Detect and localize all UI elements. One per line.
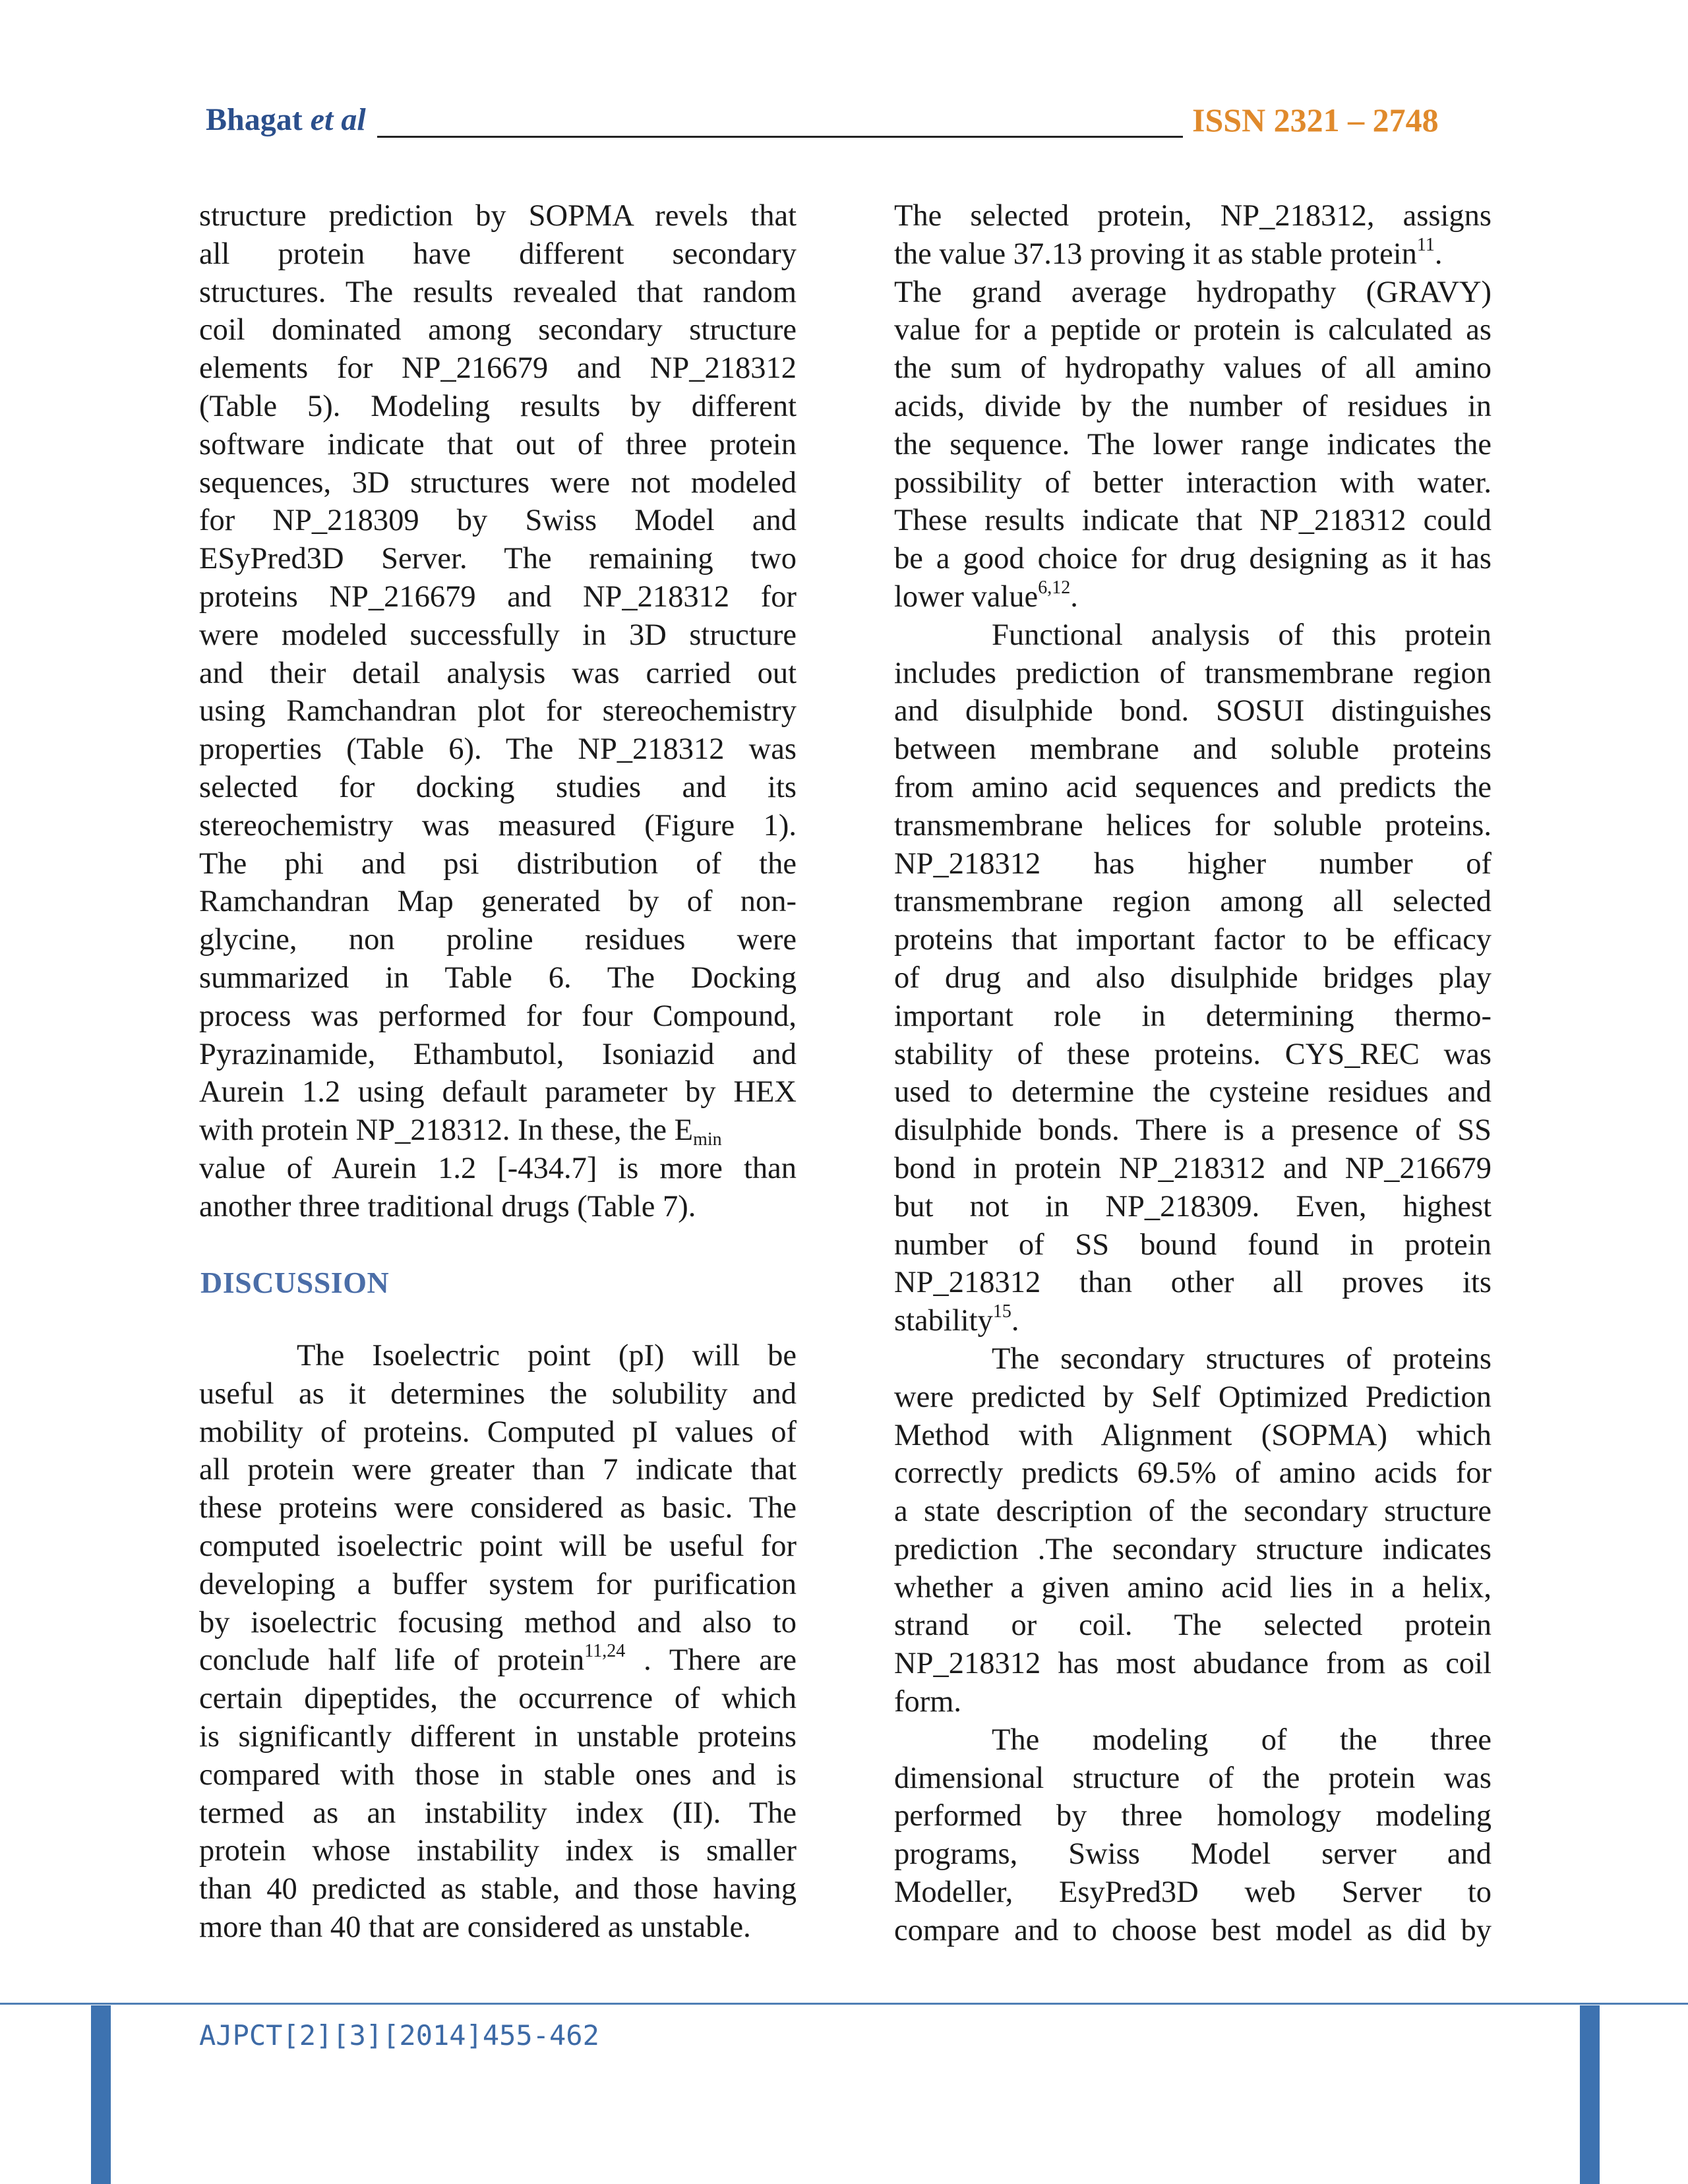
text-line: coil dominated among secondary structure (199, 313, 797, 347)
text-fragment: with protein NP_218312. In these, the E (199, 1113, 694, 1148)
text-line: The selected protein, NP_218312, assigns (894, 199, 1492, 233)
footer-bar-left (91, 2005, 111, 2184)
text-line: Pyrazinamide, Ethambutol, Isoniazid and (199, 1037, 797, 1071)
text-line: transmembrane helices for soluble proteins. (894, 808, 1492, 842)
text-line: mobility of proteins. Computed pI values of (199, 1415, 797, 1449)
text-line: and disulphide bond. SOSUI distinguishes (894, 694, 1492, 728)
text-line: computed isoelectric point will be useful for (199, 1529, 797, 1563)
text-fragment: the value 37.13 proving it as stable protein (894, 237, 1417, 271)
text-line: Modeller, EsyPred3D web Server to (894, 1875, 1492, 1910)
subscript: min (693, 1129, 722, 1150)
text-line: between membrane and soluble proteins (894, 732, 1492, 767)
header-issn: ISSN 2321 – 2748 (1192, 102, 1439, 138)
text-line: structure prediction by SOPMA revels that (199, 199, 797, 233)
text-line: bond in protein NP_218312 and NP_216679 (894, 1151, 1492, 1185)
header-rule (377, 136, 1183, 138)
text-line: glycine, non proline residues were (199, 923, 797, 957)
header-author (206, 96, 366, 144)
text-line: for NP_218309 by Swiss Model and (199, 504, 797, 538)
text-line: a state description of the secondary structure (894, 1494, 1492, 1529)
text-line: performed by three homology modeling (894, 1799, 1492, 1833)
text-line: Aurein 1.2 using default parameter by HEX (199, 1075, 797, 1109)
citation-superscript: 6,12 (1038, 577, 1071, 598)
text-line: NP_218312 has most abudance from as coil (894, 1647, 1492, 1681)
text-line: stereochemistry was measured (Figure 1). (199, 808, 797, 842)
text-line: Ramchandran Map generated by of non- (199, 885, 797, 919)
text-line: sequences, 3D structures were not modeled (199, 465, 797, 500)
author-name: Bhagat (206, 102, 303, 137)
text-line: used to determine the cysteine residues and (894, 1075, 1492, 1109)
text-line: be a good choice for drug designing as it has (894, 542, 1492, 576)
text-line: protein whose instability index is smaller (199, 1834, 797, 1868)
citation-superscript: 11 (1416, 234, 1435, 255)
text-line: process was performed for four Compound, (199, 999, 797, 1033)
text-line: structures. The results revealed that random (199, 275, 797, 309)
text-line: of drug and also disulphide bridges play (894, 960, 1492, 995)
text-line: Method with Alignment (SOPMA) which (894, 1418, 1492, 1452)
left-column (199, 197, 797, 1226)
text-line: were modeled successfully in 3D structure (199, 618, 797, 652)
text-line: NP_218312 has higher number of (894, 846, 1492, 881)
text-line (199, 1111, 797, 1150)
text-line: elements for NP_216679 and NP_218312 (199, 351, 797, 386)
text-line: but not in NP_218309. Even, highest (894, 1189, 1492, 1224)
results-paragraph (199, 197, 797, 1226)
text-line: than 40 predicted as stable, and those having (199, 1872, 797, 1906)
text-line: by isoelectric focusing method and also to (199, 1605, 797, 1639)
discussion-paragraph (199, 1337, 797, 1947)
text-line: The secondary structures of proteins (992, 1342, 1492, 1376)
text-line: form. (894, 1685, 962, 1719)
text-line: These results indicate that NP_218312 could (894, 504, 1492, 538)
text-line: lower value$^{6,12}$. (894, 577, 1078, 614)
text-line: value for a peptide or protein is calculated as (894, 313, 1492, 347)
text-line: properties (Table 6). The NP_218312 was (199, 732, 797, 767)
text-line: compared with those in stable ones and is (199, 1757, 797, 1792)
right-column (894, 197, 1492, 1950)
text-line: correctly predicts 69.5% of amino acids for (894, 1456, 1492, 1490)
text-line: from amino acid sequences and predicts the (894, 770, 1492, 804)
text-line: summarized in Table 6. The Docking (199, 960, 797, 995)
text-line: the sum of hydropathy values of all amino (894, 351, 1492, 386)
text-line: value of Aurein 1.2 [-434.7] is more than (199, 1151, 797, 1185)
text-line: transmembrane region among all selected (894, 885, 1492, 919)
text-line: (Table 5). Modeling results by different (199, 389, 797, 423)
citation-superscript: 15 (992, 1301, 1011, 1322)
text-line: The grand average hydropathy (GRAVY) (894, 275, 1492, 309)
text-fragment: conclude half life of protein (199, 1643, 585, 1678)
text-line (199, 1641, 797, 1680)
text-line: all protein have different secondary (199, 237, 797, 271)
text-line: possibility of better interaction with water. (894, 465, 1492, 500)
text-line: using Ramchandran plot for stereochemistry (199, 694, 797, 728)
text-line: whether a given amino acid lies in a helix, (894, 1570, 1492, 1605)
text-line: and their detail analysis was carried out (199, 656, 797, 690)
text-line: proteins that important factor to be efficacy (894, 923, 1492, 957)
text-line: acids, divide by the number of residues in (894, 389, 1492, 423)
text-line: important role in determining thermo- (894, 999, 1492, 1033)
text-line: were predicted by Self Optimized Prediction (894, 1380, 1492, 1414)
text-line: the value 37.13 proving it as stable protein$^{11}$. (894, 234, 1443, 271)
text-line: software indicate that out of three protein (199, 427, 797, 461)
author-suffix: et al (310, 102, 366, 137)
text-line: The phi and psi distribution of the (199, 846, 797, 881)
text-line: more than 40 that are considered as unstable. (199, 1910, 751, 1944)
footer-citation: AJPCT[2][3][2014]455-462 (199, 2019, 599, 2051)
text-line: prediction .The secondary structure indicates (894, 1532, 1492, 1566)
text-line: stability of these proteins. CYS_REC was (894, 1037, 1492, 1071)
section-heading-discussion: DISCUSSION (200, 1266, 390, 1299)
text-line: NP_218312 than other all proves its (894, 1266, 1492, 1300)
text-line: dimensional structure of the protein was (894, 1761, 1492, 1795)
text-line: proteins NP_216679 and NP_218312 for (199, 579, 797, 614)
text-line: is significantly different in unstable proteins (199, 1719, 797, 1754)
text-line: includes prediction of transmembrane region (894, 656, 1492, 690)
text-line: The Isoelectric point (pI) will be (297, 1339, 797, 1372)
text-line: another three traditional drugs (Table 7). (199, 1189, 696, 1224)
text-line: compare and to choose best model as did by (894, 1913, 1492, 1947)
footer-bar-right (1580, 2005, 1600, 2184)
text-line: ESyPred3D Server. The remaining two (199, 542, 797, 576)
text-fragment: lower value (894, 579, 1039, 614)
text-line: certain dipeptides, the occurrence of which (199, 1682, 797, 1716)
text-fragment: . There are (625, 1643, 797, 1678)
text-line: stability$^{15}$. (894, 1301, 1019, 1338)
footer-rule (0, 2003, 1688, 2005)
citation-superscript: 11,24 (584, 1641, 626, 1662)
text-line: termed as an instability index (II). The (199, 1796, 797, 1830)
text-line: useful as it determines the solubility and (199, 1376, 797, 1411)
text-line: disulphide bonds. There is a presence of SS (894, 1113, 1492, 1148)
text-fragment: stability (894, 1304, 993, 1338)
text-line: the sequence. The lower range indicates the (894, 427, 1492, 461)
text-line: selected for docking studies and its (199, 770, 797, 804)
text-line: developing a buffer system for purification (199, 1567, 797, 1601)
text-line: these proteins were considered as basic. The (199, 1491, 797, 1525)
text-line: all protein were greater than 7 indicate that (199, 1453, 797, 1487)
text-line: number of SS bound found in protein (894, 1227, 1492, 1262)
text-line: Functional analysis of this protein (992, 618, 1492, 652)
text-line: The modeling of the three (992, 1723, 1492, 1757)
text-line: strand or coil. The selected protein (894, 1608, 1492, 1643)
text-line: programs, Swiss Model server and (894, 1837, 1492, 1872)
